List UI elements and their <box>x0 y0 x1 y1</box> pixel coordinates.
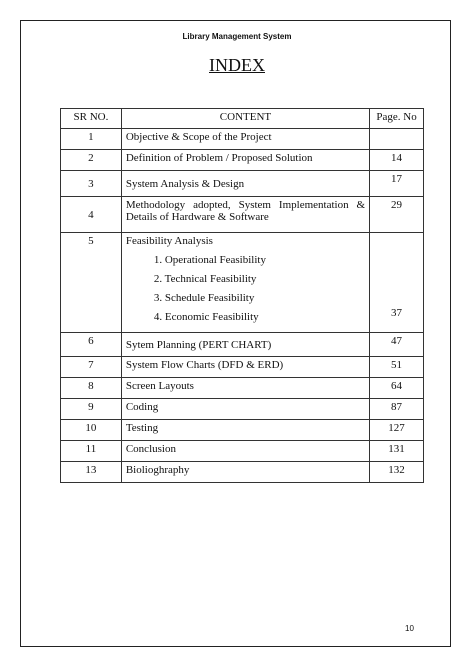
row-content: System Analysis & Design <box>121 171 369 197</box>
row-content-line-2: Details of Hardware & Software <box>125 211 269 223</box>
feasibility-sublist <box>126 251 365 327</box>
page-title: INDEX <box>209 55 265 75</box>
table-row <box>61 441 424 462</box>
row-sr: 9 <box>61 399 122 420</box>
table-row <box>61 233 424 333</box>
list-item: 1. Operational Feasibility <box>153 254 266 266</box>
header-sr-no: SR NO. <box>61 109 122 129</box>
row-page <box>370 233 424 333</box>
row-sr: 4 <box>61 197 122 233</box>
row-sr: 13 <box>61 462 122 483</box>
table-row <box>61 171 424 197</box>
row-page: 64 <box>370 378 424 399</box>
row-sr: 2 <box>61 150 122 171</box>
table-row <box>61 129 424 150</box>
table-row <box>61 420 424 441</box>
row-sr: 8 <box>61 378 122 399</box>
row-page: 51 <box>370 357 424 378</box>
row-sr: 10 <box>61 420 122 441</box>
header-page-no: Page. No <box>370 109 424 129</box>
running-header: Library Management System <box>182 32 292 41</box>
table-header-row <box>61 109 424 129</box>
row-content <box>121 197 369 233</box>
list-item: 4. Economic Feasibility <box>153 311 259 323</box>
table-row <box>61 197 424 233</box>
row-sr: 1 <box>61 129 122 150</box>
row-page: 132 <box>370 462 424 483</box>
row-sr: 11 <box>61 441 122 462</box>
list-item: 2. Technical Feasibility <box>153 273 257 285</box>
table-row <box>61 333 424 357</box>
row-content: Objective & Scope of the Project <box>121 129 369 150</box>
row-content: Sytem Planning (PERT CHART) <box>121 333 369 357</box>
row-sr: 6 <box>61 333 122 357</box>
row-content: System Flow Charts (DFD & ERD) <box>121 357 369 378</box>
row-page: 127 <box>370 420 424 441</box>
row-sr: 5 <box>61 233 122 333</box>
index-table <box>60 108 424 483</box>
row-page: 47 <box>370 333 424 357</box>
row-content: Screen Layouts <box>121 378 369 399</box>
row-sr: 7 <box>61 357 122 378</box>
row-content: Conclusion <box>121 441 369 462</box>
row-sr: 3 <box>61 171 122 197</box>
page-number: 10 <box>405 624 414 633</box>
row-page: 17 <box>370 171 424 197</box>
row-content-heading: Feasibility Analysis <box>125 235 213 247</box>
row-page-value: 37 <box>391 307 403 319</box>
table-row <box>61 399 424 420</box>
row-page <box>370 129 424 150</box>
row-content <box>121 233 369 333</box>
table-row <box>61 150 424 171</box>
row-content-line-1: Methodology adopted, System Implementation & <box>125 199 366 211</box>
list-item: 3. Schedule Feasibility <box>153 292 255 304</box>
table-row <box>61 378 424 399</box>
row-page: 131 <box>370 441 424 462</box>
row-page: 29 <box>370 197 424 233</box>
row-content: Biolioghraphy <box>121 462 369 483</box>
header-content: CONTENT <box>121 109 369 129</box>
row-page: 14 <box>370 150 424 171</box>
row-content: Testing <box>121 420 369 441</box>
table-row <box>61 462 424 483</box>
row-content: Definition of Problem / Proposed Solution <box>121 150 369 171</box>
table-row <box>61 357 424 378</box>
row-page: 87 <box>370 399 424 420</box>
row-content: Coding <box>121 399 369 420</box>
